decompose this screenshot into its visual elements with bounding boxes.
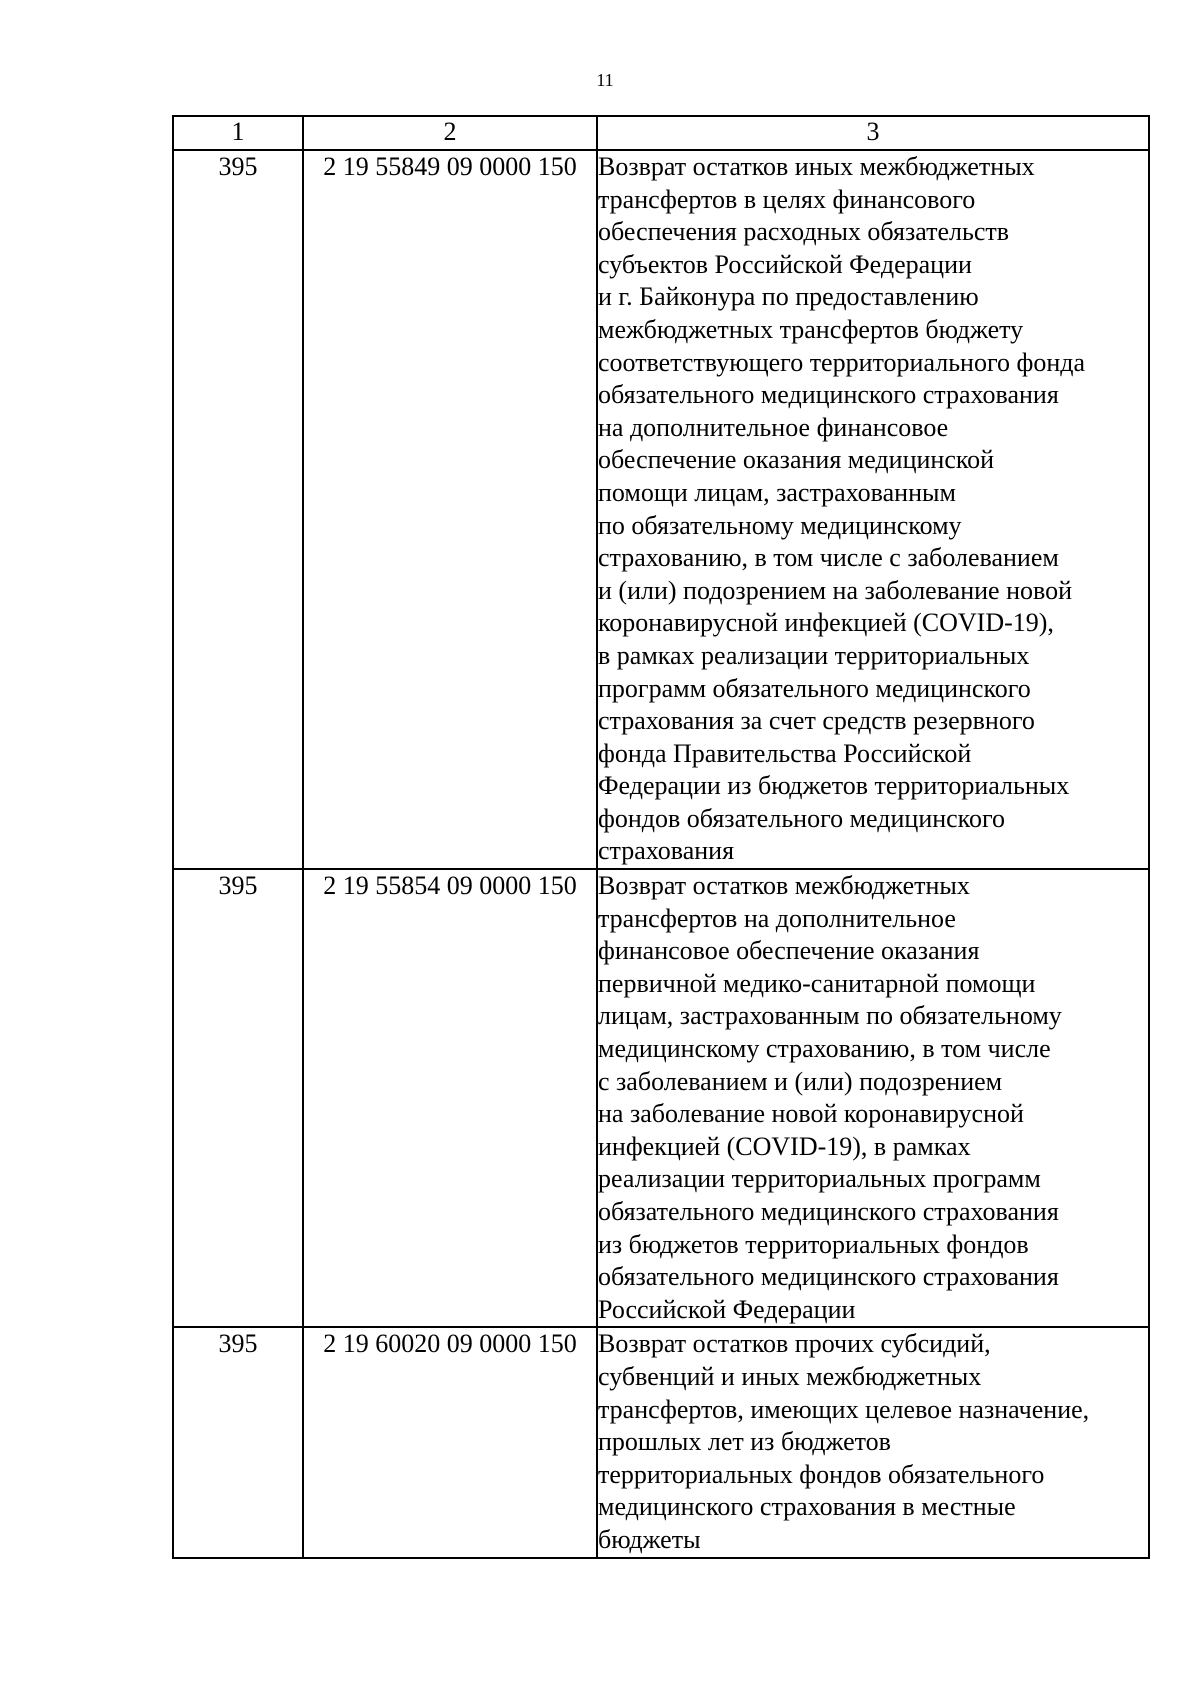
description-cell <box>597 150 1149 869</box>
description-cell <box>597 869 1149 1327</box>
description-line: на заболевание новой коронавирусной <box>598 1099 1024 1129</box>
description-line: помощи лицам, застрахованным <box>598 477 956 507</box>
description-line: лицам, застрахованным по обязательному <box>598 1001 1062 1031</box>
budget-classification-code-cell: 2 19 55854 09 0000 150 <box>303 869 597 1327</box>
description-line: инфекцией (COVID-19), в рамках <box>598 1131 971 1161</box>
description-line: фондов обязательного медицинского <box>598 803 1006 833</box>
description-line: страхования <box>598 836 735 866</box>
description-line: и г. Байконура по предоставлению <box>598 282 979 312</box>
header-cell-1: 1 <box>173 116 303 150</box>
description-line: из бюджетов территориальных фондов <box>598 1229 1029 1259</box>
description-line: фонда Правительства Российской <box>598 738 972 768</box>
table-row <box>173 150 1149 869</box>
description-line: межбюджетных трансфертов бюджету <box>598 314 1024 344</box>
description-line: на дополнительное финансовое <box>598 412 949 442</box>
description-line: и (или) подозрением на заболевание новой <box>598 575 1072 605</box>
description-line: в рамках реализации территориальных <box>598 640 1030 670</box>
admin-code-cell: 395 <box>173 869 303 1327</box>
description-line: трансфертов, имеющих целевое назначение, <box>598 1394 1090 1424</box>
description-line: программ обязательного медицинского <box>598 673 1031 703</box>
page-number: 11 <box>596 70 614 90</box>
budget-classification-code-cell: 2 19 55849 09 0000 150 <box>303 150 597 869</box>
description-line: медицинского страхования в местные <box>598 1492 1016 1522</box>
description-line: обеспечения расходных обязательств <box>598 217 1010 247</box>
description-line: прошлых лет из бюджетов <box>598 1427 891 1457</box>
description-line: Российской Федерации <box>598 1294 856 1324</box>
description-line: обязательного медицинского страхования <box>598 380 1059 410</box>
description-line: трансфертов на дополнительное <box>598 903 956 933</box>
description-line: первичной медико-санитарной помощи <box>598 968 1036 998</box>
description-line: медицинскому страхованию, в том числе <box>598 1034 1051 1064</box>
admin-code-cell: 395 <box>173 150 303 869</box>
description-line: страхования за счет средств резервного <box>598 706 1035 736</box>
description-line: страхованию, в том числе с заболеванием <box>598 543 1059 573</box>
budget-classification-code-cell: 2 19 60020 09 0000 150 <box>303 1327 597 1557</box>
description-line: финансовое обеспечение оказания <box>598 936 980 966</box>
description-line: бюджеты <box>598 1524 701 1554</box>
description-line: субвенций и иных межбюджетных <box>598 1361 982 1391</box>
description-line: субъектов Российской Федерации <box>598 249 972 279</box>
description-line: соответствующего территориального фонда <box>598 347 1086 377</box>
description-line: Возврат остатков прочих субсидий, <box>598 1329 991 1359</box>
description-line: коронавирусной инфекцией (COVID-19), <box>598 608 1054 638</box>
table-row <box>173 1327 1149 1557</box>
description-line: обязательного медицинского страхования <box>598 1262 1059 1292</box>
description-line: с заболеванием и (или) подозрением <box>598 1066 1003 1096</box>
header-cell-3: 3 <box>597 116 1149 150</box>
table-header-row <box>173 116 1149 150</box>
description-line: Федерации из бюджетов территориальных <box>598 771 1070 801</box>
header-cell-2: 2 <box>303 116 597 150</box>
description-line: обеспечение оказания медицинской <box>598 445 995 475</box>
admin-code-cell: 395 <box>173 1327 303 1557</box>
description-line: обязательного медицинского страхования <box>598 1197 1059 1226</box>
description-line: Возврат остатков иных межбюджетных <box>598 152 1035 181</box>
table-row <box>173 869 1149 1327</box>
description-line: трансфертов в целях финансового <box>598 184 976 214</box>
description-line: Возврат остатков межбюджетных <box>598 871 970 901</box>
description-cell <box>597 1327 1149 1557</box>
budget-codes-table <box>172 115 1150 1559</box>
description-line: по обязательному медицинскому <box>598 510 962 540</box>
description-line: территориальных фондов обязательного <box>598 1459 1045 1489</box>
description-line: реализации территориальных программ <box>598 1164 1041 1194</box>
